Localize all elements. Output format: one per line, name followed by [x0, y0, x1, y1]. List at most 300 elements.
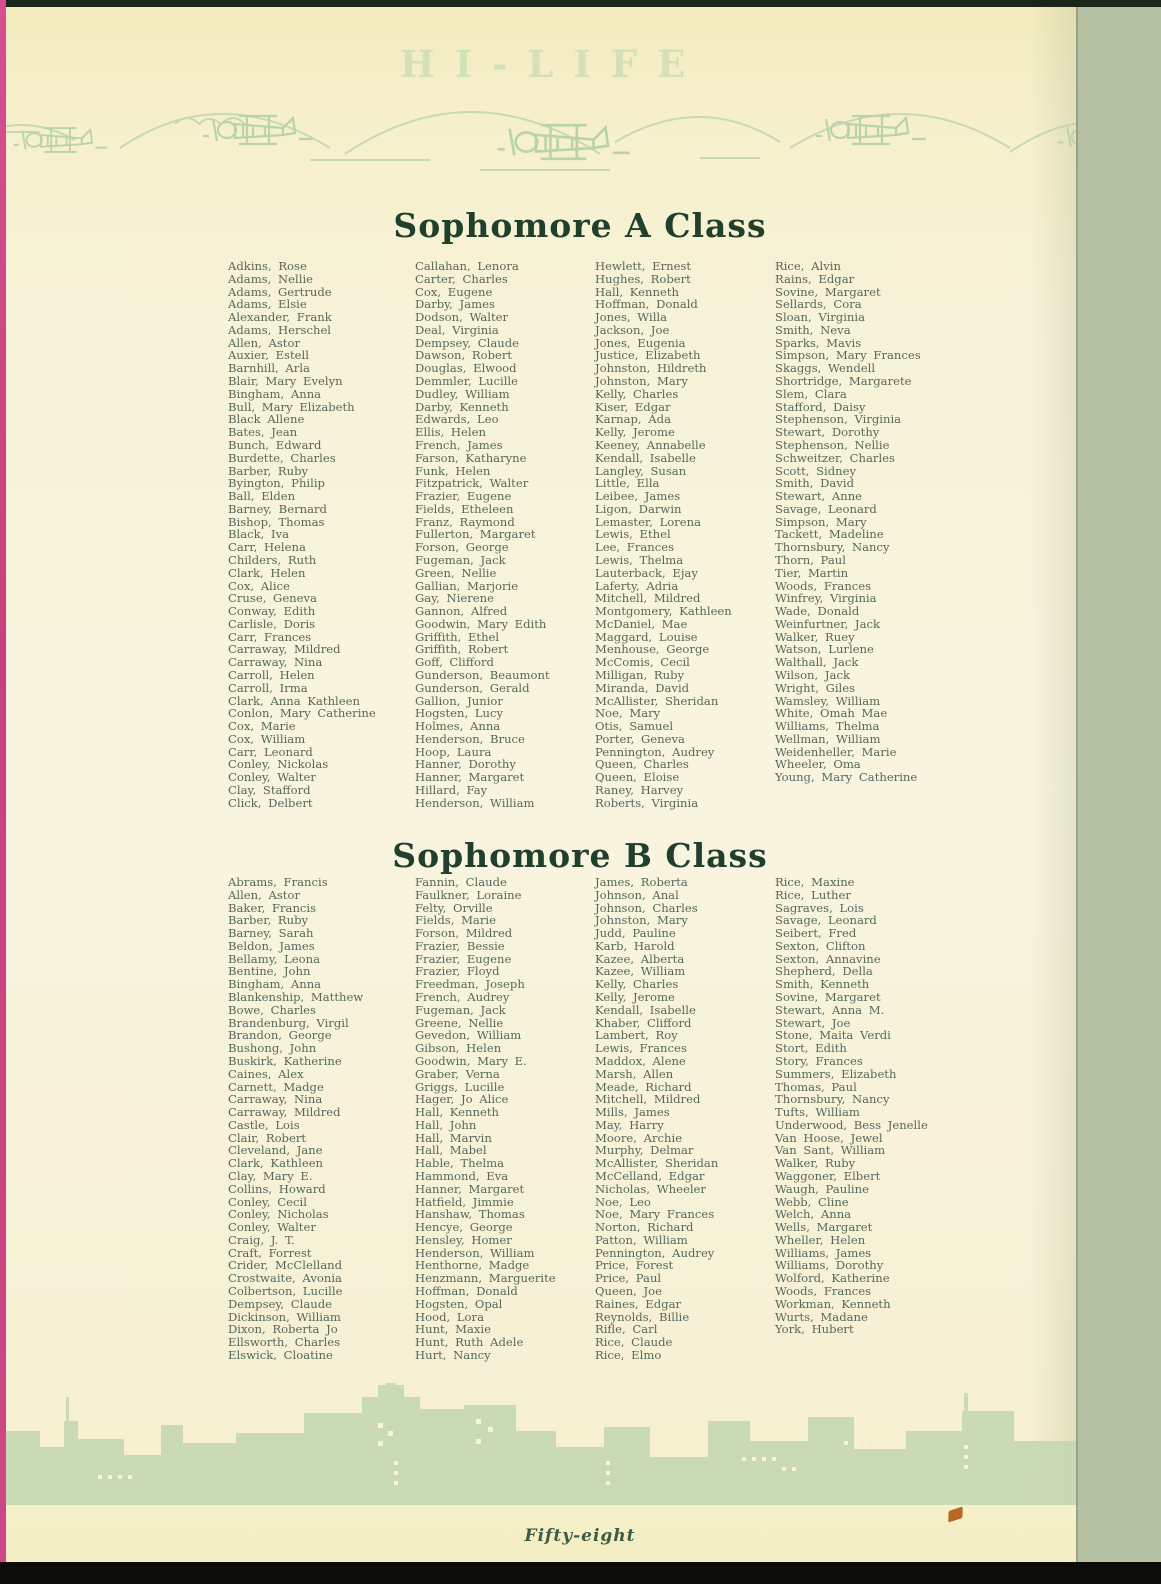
- roster-name: Weinfurtner, Jack: [775, 616, 881, 631]
- roster-name: Khaber, Clifford: [595, 1015, 692, 1030]
- roster-name: Dickinson, William: [228, 1309, 341, 1324]
- roster-name: Stewart, Anne: [775, 489, 863, 504]
- roster-name: Barney, Sarah: [228, 926, 314, 941]
- roster-name: Hurt, Nancy: [415, 1347, 491, 1362]
- roster-name: Hanner, Margaret: [415, 1181, 525, 1196]
- roster-name: Graber, Verna: [415, 1066, 500, 1081]
- roster-name: Bates, Jean: [228, 425, 298, 440]
- roster-column-4: [775, 876, 973, 1362]
- roster-name: Kazee, William: [595, 964, 686, 979]
- roster-name: Wells, Margaret: [775, 1220, 873, 1235]
- roster-name: Rifle, Carl: [595, 1322, 658, 1337]
- roster-name: Young, Mary Catherine: [775, 770, 918, 785]
- roster-name: Conley, Walter: [228, 1220, 316, 1235]
- roster-name: Shepherd, Della: [775, 964, 873, 979]
- roster-name: Barber, Ruby: [228, 913, 309, 928]
- roster-name: Conley, Nickolas: [228, 757, 329, 772]
- roster-name: Marsh, Allen: [595, 1066, 674, 1081]
- roster-name: Brandenburg, Virgil: [228, 1015, 349, 1030]
- roster-name: Meade, Richard: [595, 1079, 692, 1094]
- roster-name: Rice, Elmo: [595, 1347, 662, 1362]
- roster-name: Wilson, Jack: [775, 668, 850, 682]
- roster-name: Pennington, Audrey: [595, 744, 715, 759]
- roster-name: Henderson, Bruce: [415, 731, 525, 746]
- roster-name: Fugeman, Jack: [415, 1002, 506, 1017]
- sophomore-a-roster: [228, 260, 973, 810]
- roster-name: Woods, Frances: [775, 1284, 872, 1298]
- roster-name: Kendall, Isabelle: [595, 450, 696, 465]
- roster-name: Bingham, Anna: [228, 977, 322, 992]
- roster-name: Workman, Kenneth: [775, 1296, 891, 1311]
- roster-name: Price, Paul: [595, 1271, 662, 1286]
- roster-name: Jones, Willa: [595, 310, 668, 325]
- roster-name: Crostwaite, Avonia: [228, 1271, 342, 1286]
- roster-name: Tufts, William: [775, 1105, 860, 1120]
- roster-name: Williams, Thelma: [775, 719, 880, 734]
- roster-name: Adams, Herschel: [228, 322, 332, 337]
- roster-name: Griffith, Robert: [415, 642, 509, 657]
- roster-name: Fields, Etheleen: [415, 501, 514, 516]
- roster-column-4: [775, 260, 973, 810]
- roster-name: Darby, James: [415, 297, 495, 312]
- roster-name: Hager, Jo Alice: [415, 1092, 509, 1107]
- roster-name: Raney, Harvey: [595, 783, 684, 798]
- roster-name: Cruse, Geneva: [228, 591, 317, 606]
- roster-name: Stephenson, Nellie: [775, 437, 890, 452]
- roster-name: Hencye, George: [415, 1220, 513, 1235]
- roster-name: Shortridge, Margarete: [775, 374, 912, 389]
- roster-name: Hoffman, Donald: [415, 1284, 518, 1298]
- roster-name: Conlon, Mary Catherine: [228, 706, 376, 721]
- roster-name: Savage, Leonard: [775, 913, 877, 928]
- roster-name: Goff, Clifford: [415, 655, 494, 670]
- roster-name: Adkins, Rose: [228, 259, 307, 273]
- roster-name: Stort, Edith: [775, 1041, 847, 1056]
- roster-name: Burdette, Charles: [228, 450, 336, 465]
- roster-name: Miranda, David: [595, 680, 690, 695]
- roster-name: Darby, Kenneth: [415, 399, 509, 414]
- roster-name: Kelly, Charles: [595, 977, 679, 992]
- roster-name: McAllister, Sheridan: [595, 1156, 719, 1171]
- roster-name: York, Hubert: [775, 1322, 854, 1337]
- roster-name: Clay, Stafford: [228, 783, 311, 798]
- roster-name: Kendall, Isabelle: [595, 1002, 696, 1017]
- roster-name: Brandon, George: [228, 1028, 332, 1043]
- roster-name: Webb, Cline: [775, 1194, 849, 1209]
- roster-name: Sovine, Margaret: [775, 284, 881, 299]
- roster-name: Gibson, Helen: [415, 1041, 502, 1056]
- hi-life-watermark: HI-LIFE: [399, 42, 706, 86]
- roster-name: Leibee, James: [595, 489, 681, 504]
- roster-name: Johnson, Anal: [595, 887, 679, 902]
- roster-name: Wheller, Helen: [775, 1232, 866, 1247]
- roster-name: Stafford, Daisy: [775, 399, 866, 414]
- roster-name: Wellman, William: [775, 731, 881, 746]
- roster-name: Karnap, Ada: [595, 412, 671, 427]
- roster-name: Noe, Mary Frances: [595, 1207, 715, 1222]
- roster-name: James, Roberta: [595, 875, 688, 889]
- roster-name: Ellsworth, Charles: [228, 1335, 341, 1350]
- roster-name: Carnett, Madge: [228, 1079, 324, 1094]
- roster-name: Griggs, Lucille: [415, 1079, 505, 1094]
- roster-name: Conley, Nicholas: [228, 1207, 329, 1222]
- roster-name: Barber, Ruby: [228, 463, 309, 478]
- roster-name: Byington, Philip: [228, 476, 325, 491]
- roster-name: Hanner, Dorothy: [415, 757, 516, 772]
- roster-name: Underwood, Bess Jenelle: [775, 1117, 928, 1132]
- roster-name: Henthorne, Madge: [415, 1258, 530, 1273]
- roster-name: Adams, Nellie: [228, 271, 314, 286]
- roster-name: Thorn, Paul: [775, 552, 846, 567]
- roster-name: Sparks, Mavis: [775, 335, 862, 350]
- roster-name: Stewart, Anna M.: [775, 1002, 885, 1017]
- roster-name: Slem, Clara: [775, 386, 847, 401]
- roster-name: Elswick, Cloatine: [228, 1347, 333, 1362]
- roster-name: Kelly, Charles: [595, 386, 679, 401]
- roster-name: Woods, Frances: [775, 578, 872, 593]
- roster-name: Pennington, Audrey: [595, 1245, 715, 1260]
- roster-name: Queen, Charles: [595, 757, 689, 772]
- roster-name: Wright, Giles: [775, 680, 856, 695]
- roster-name: Moore, Archie: [595, 1130, 683, 1145]
- roster-name: Bentine, John: [228, 964, 311, 979]
- roster-name: Funk, Helen: [415, 463, 491, 478]
- roster-name: Hall, John: [415, 1117, 477, 1132]
- roster-name: Hanner, Margaret: [415, 770, 525, 785]
- roster-name: Seibert, Fred: [775, 926, 857, 941]
- roster-name: McCelland, Edgar: [595, 1168, 705, 1183]
- roster-name: Walker, Ruey: [775, 629, 855, 644]
- roster-name: Bishop, Thomas: [228, 514, 325, 529]
- roster-name: Schweitzer, Charles: [775, 450, 895, 465]
- roster-name: Freedman, Joseph: [415, 977, 525, 992]
- spine-edge-magenta: [0, 0, 6, 1584]
- roster-name: Mitchell, Mildred: [595, 591, 701, 606]
- roster-name: Cox, Alice: [228, 578, 290, 593]
- roster-name: Johnson, Charles: [595, 900, 698, 915]
- roster-name: Frazier, Eugene: [415, 951, 512, 966]
- roster-name: Thornsbury, Nancy: [775, 540, 890, 555]
- roster-name: Frazier, Floyd: [415, 964, 500, 979]
- roster-name: Gevedon, William: [415, 1028, 522, 1043]
- roster-name: Waugh, Pauline: [775, 1181, 869, 1196]
- roster-name: Williams, Dorothy: [775, 1258, 884, 1273]
- roster-name: Keeney, Annabelle: [595, 437, 706, 452]
- roster-column-1: [228, 260, 415, 810]
- roster-name: Alexander, Frank: [228, 310, 332, 325]
- roster-name: Hood, Lora: [415, 1309, 484, 1324]
- roster-name: Hughes, Robert: [595, 271, 691, 286]
- roster-name: Rice, Alvin: [775, 259, 841, 273]
- roster-name: Clark, Anna Kathleen: [228, 693, 360, 708]
- roster-name: Lee, Frances: [595, 540, 675, 555]
- roster-name: Barnhill, Arla: [228, 361, 310, 376]
- roster-name: Hall, Kenneth: [415, 1105, 499, 1120]
- roster-name: French, James: [415, 437, 503, 452]
- roster-name: Carr, Frances: [228, 629, 312, 644]
- roster-name: Cleveland, Jane: [228, 1143, 323, 1158]
- roster-name: Lauterback, Ejay: [595, 565, 698, 580]
- roster-name: Allen, Astor: [228, 887, 300, 902]
- roster-name: Goodwin, Mary E.: [415, 1053, 527, 1068]
- roster-name: Nicholas, Wheeler: [595, 1181, 706, 1196]
- roster-name: McComis, Cecil: [595, 655, 690, 670]
- roster-name: Callahan, Lenora: [415, 259, 519, 273]
- roster-name: McDaniel, Mae: [595, 616, 688, 631]
- roster-name: Castle, Lois: [228, 1117, 300, 1132]
- roster-name: Auxier, Estell: [228, 348, 309, 363]
- roster-name: Ball, Elden: [228, 489, 296, 504]
- roster-name: Goodwin, Mary Edith: [415, 616, 547, 631]
- roster-name: Thomas, Paul: [775, 1079, 857, 1094]
- roster-name: Edwards, Leo: [415, 412, 499, 427]
- roster-name: Conley, Walter: [228, 770, 316, 785]
- roster-name: Skaggs, Wendell: [775, 361, 876, 376]
- roster-name: Adams, Elsie: [228, 297, 307, 312]
- roster-name: Hall, Marvin: [415, 1130, 492, 1145]
- roster-name: Carraway, Mildred: [228, 1105, 341, 1120]
- roster-name: Rice, Maxine: [775, 875, 855, 889]
- roster-name: Wurts, Madane: [775, 1309, 868, 1324]
- roster-name: Waggoner, Elbert: [775, 1168, 881, 1183]
- roster-name: Henderson, William: [415, 795, 535, 810]
- roster-name: Kiser, Edgar: [595, 399, 671, 414]
- roster-name: Bull, Mary Elizabeth: [228, 399, 355, 414]
- roster-name: Savage, Leonard: [775, 501, 877, 516]
- roster-name: Demmler, Lucille: [415, 374, 518, 389]
- roster-column-1: [228, 876, 415, 1362]
- roster-name: Mitchell, Mildred: [595, 1092, 701, 1107]
- roster-name: Porter, Geneva: [595, 731, 685, 746]
- roster-name: Bellamy, Leona: [228, 951, 321, 966]
- roster-name: Henderson, William: [415, 1245, 535, 1260]
- roster-name: Van Sant, William: [775, 1143, 886, 1158]
- city-skyline-illustration: [6, 1383, 1078, 1505]
- adjacent-page-edge: [1076, 0, 1161, 1584]
- roster-column-2: [415, 260, 595, 810]
- roster-name: Farson, Katharyne: [415, 450, 527, 465]
- roster-name: Kelly, Jerome: [595, 425, 675, 440]
- roster-name: Kelly, Jerome: [595, 990, 675, 1005]
- roster-name: Fullerton, Margaret: [415, 527, 536, 542]
- roster-name: French, Audrey: [415, 990, 510, 1005]
- roster-name: Bowe, Charles: [228, 1002, 316, 1017]
- roster-name: Johnston, Hildreth: [595, 361, 707, 376]
- roster-name: Jackson, Joe: [595, 322, 670, 337]
- page-number: Fifty-eight: [524, 1526, 636, 1546]
- roster-name: Mills, James: [595, 1105, 670, 1120]
- roster-name: Fitzpatrick, Walter: [415, 476, 529, 491]
- roster-name: Rice, Claude: [595, 1335, 673, 1350]
- roster-name: Deal, Virginia: [415, 322, 499, 337]
- roster-name: Greene, Nellie: [415, 1015, 504, 1030]
- roster-name: Gannon, Alfred: [415, 604, 508, 619]
- roster-name: Griffith, Ethel: [415, 629, 500, 644]
- roster-name: Gallian, Marjorie: [415, 578, 519, 593]
- roster-name: Karb, Harold: [595, 938, 675, 953]
- roster-name: Hewlett, Ernest: [595, 259, 692, 273]
- roster-name: Caines, Alex: [228, 1066, 304, 1081]
- roster-name: Watson, Lurlene: [775, 642, 874, 657]
- roster-name: White, Omah Mae: [775, 706, 888, 721]
- roster-name: Sexton, Annavine: [775, 951, 881, 966]
- roster-name: Ellis, Helen: [415, 425, 486, 440]
- roster-name: Cox, Eugene: [415, 284, 493, 299]
- roster-name: Simpson, Mary: [775, 514, 867, 529]
- roster-name: Simpson, Mary Frances: [775, 348, 921, 363]
- roster-name: Douglas, Elwood: [415, 361, 517, 376]
- roster-name: Winfrey, Virginia: [775, 591, 877, 606]
- roster-column-3: [595, 260, 775, 810]
- roster-name: Carroll, Irma: [228, 680, 308, 695]
- roster-name: Dempsey, Claude: [415, 335, 520, 350]
- roster-name: Smith, Kenneth: [775, 977, 870, 992]
- roster-name: Felty, Orville: [415, 900, 493, 915]
- roster-name: Tier, Martin: [775, 565, 849, 580]
- roster-name: Hammond, Eva: [415, 1168, 509, 1183]
- roster-name: Clark, Kathleen: [228, 1156, 324, 1171]
- roster-name: Faulkner, Loraine: [415, 887, 522, 902]
- roster-name: Fannin, Claude: [415, 875, 507, 889]
- roster-name: Colbertson, Lucille: [228, 1284, 343, 1298]
- roster-name: Black, Iva: [228, 527, 290, 542]
- roster-name: Dawson, Robert: [415, 348, 513, 363]
- roster-name: Carroll, Helen: [228, 668, 315, 682]
- roster-name: Cox, Marie: [228, 719, 296, 734]
- roster-name: Smith, David: [775, 476, 855, 491]
- roster-name: Green, Nellie: [415, 565, 497, 580]
- roster-name: Carlisle, Doris: [228, 616, 316, 631]
- roster-name: Beldon, James: [228, 938, 315, 953]
- roster-name: Carraway, Mildred: [228, 642, 341, 657]
- roster-name: Childers, Ruth: [228, 552, 317, 567]
- roster-name: McAllister, Sheridan: [595, 693, 719, 708]
- roster-name: Lemaster, Lorena: [595, 514, 702, 529]
- roster-name: Hall, Mabel: [415, 1143, 487, 1158]
- roster-name: Scott, Sidney: [775, 463, 857, 478]
- roster-name: Norton, Richard: [595, 1220, 694, 1235]
- roster-name: Hensley, Homer: [415, 1232, 512, 1247]
- roster-name: Wade, Donald: [775, 604, 860, 619]
- roster-name: Lewis, Ethel: [595, 527, 671, 542]
- roster-column-2: [415, 876, 595, 1362]
- roster-name: Ligon, Darwin: [595, 501, 682, 516]
- roster-name: Conway, Edith: [228, 604, 316, 619]
- roster-name: Menhouse, George: [595, 642, 710, 657]
- roster-name: Lewis, Thelma: [595, 552, 684, 567]
- roster-name: Queen, Eloise: [595, 770, 680, 785]
- roster-name: Price, Forest: [595, 1258, 674, 1273]
- bottom-page-edge: [0, 1562, 1161, 1584]
- sophomore-a-title: Sophomore A Class: [393, 206, 767, 245]
- roster-name: Maggard, Louise: [595, 629, 698, 644]
- roster-name: Noe, Mary: [595, 706, 661, 721]
- roster-name: Stephenson, Virginia: [775, 412, 902, 427]
- roster-name: Henzmann, Marguerite: [415, 1271, 556, 1286]
- roster-name: Barney, Bernard: [228, 501, 327, 516]
- skyline-svg: [6, 1383, 1078, 1505]
- roster-name: Noe, Leo: [595, 1194, 651, 1209]
- roster-name: Bushong, John: [228, 1041, 317, 1056]
- roster-name: Gay, Nierene: [415, 591, 494, 606]
- roster-name: Clark, Helen: [228, 565, 306, 580]
- roster-name: Gunderson, Gerald: [415, 680, 530, 695]
- roster-name: Forson, George: [415, 540, 509, 555]
- roster-name: Rice, Luther: [775, 887, 851, 902]
- roster-name: Hoop, Laura: [415, 744, 492, 759]
- roster-name: Walthall, Jack: [775, 655, 859, 670]
- roster-name: Lambert, Roy: [595, 1028, 678, 1043]
- roster-name: Otis, Samuel: [595, 719, 674, 734]
- roster-column-3: [595, 876, 775, 1362]
- roster-name: Queen, Joe: [595, 1284, 663, 1298]
- roster-name: Langley, Susan: [595, 463, 687, 478]
- roster-name: Welch, Anna: [775, 1207, 852, 1222]
- roster-name: Dodson, Walter: [415, 310, 509, 325]
- roster-name: Murphy, Delmar: [595, 1143, 694, 1158]
- roster-name: Johnston, Mary: [595, 913, 688, 928]
- roster-name: Blair, Mary Evelyn: [228, 374, 343, 389]
- roster-name: Roberts, Virginia: [595, 795, 699, 810]
- roster-name: Stewart, Joe: [775, 1015, 851, 1030]
- roster-name: Gallion, Junior: [415, 693, 503, 708]
- roster-name: Buskirk, Katherine: [228, 1053, 342, 1068]
- roster-name: Click, Delbert: [228, 795, 313, 810]
- roster-name: Hable, Thelma: [415, 1156, 505, 1171]
- roster-name: Van Hoose, Jewel: [775, 1130, 883, 1145]
- roster-name: Clair, Robert: [228, 1130, 307, 1145]
- roster-name: Sagraves, Lois: [775, 900, 864, 915]
- roster-name: Stone, Maita Verdi: [775, 1028, 891, 1043]
- roster-name: Frazier, Bessie: [415, 938, 505, 953]
- roster-name: Hatfield, Jimmie: [415, 1194, 514, 1209]
- roster-name: Jones, Eugenia: [595, 335, 686, 350]
- roster-name: Dudley, William: [415, 386, 510, 401]
- roster-name: Sellards, Cora: [775, 297, 862, 312]
- roster-name: Little, Ella: [595, 476, 660, 491]
- roster-name: Craft, Forrest: [228, 1245, 312, 1260]
- roster-name: Abrams, Francis: [228, 875, 328, 889]
- roster-name: Collins, Howard: [228, 1181, 326, 1196]
- roster-name: Conley, Cecil: [228, 1194, 307, 1209]
- roster-name: Thornsbury, Nancy: [775, 1092, 890, 1107]
- roster-name: Montgomery, Kathleen: [595, 604, 732, 619]
- roster-name: Story, Frances: [775, 1053, 863, 1068]
- roster-name: Carr, Helena: [228, 540, 306, 555]
- roster-name: Gunderson, Beaumont: [415, 668, 550, 682]
- roster-name: Lewis, Frances: [595, 1041, 687, 1056]
- roster-name: Wamsley, William: [775, 693, 881, 708]
- roster-name: Maddox, Alene: [595, 1053, 686, 1068]
- roster-name: Walker, Ruby: [775, 1156, 856, 1171]
- roster-name: Forson, Mildred: [415, 926, 513, 941]
- roster-name: Wolford, Katherine: [775, 1271, 890, 1286]
- sophomore-b-roster: [228, 876, 973, 1362]
- roster-name: Johnston, Mary: [595, 374, 688, 389]
- roster-name: Adams, Gertrude: [228, 284, 332, 299]
- roster-name: Crider, McClelland: [228, 1258, 343, 1273]
- roster-name: Franz, Raymond: [415, 514, 515, 529]
- roster-name: Carraway, Nina: [228, 655, 323, 670]
- roster-name: Craig, J. T.: [228, 1232, 295, 1247]
- roster-name: Fugeman, Jack: [415, 552, 506, 567]
- roster-name: Hanshaw, Thomas: [415, 1207, 525, 1222]
- roster-name: Clay, Mary E.: [228, 1168, 313, 1183]
- roster-name: Milligan, Ruby: [595, 668, 685, 682]
- roster-name: Holmes, Anna: [415, 719, 501, 734]
- roster-name: Stewart, Dorothy: [775, 425, 880, 440]
- roster-name: Bingham, Anna: [228, 386, 322, 401]
